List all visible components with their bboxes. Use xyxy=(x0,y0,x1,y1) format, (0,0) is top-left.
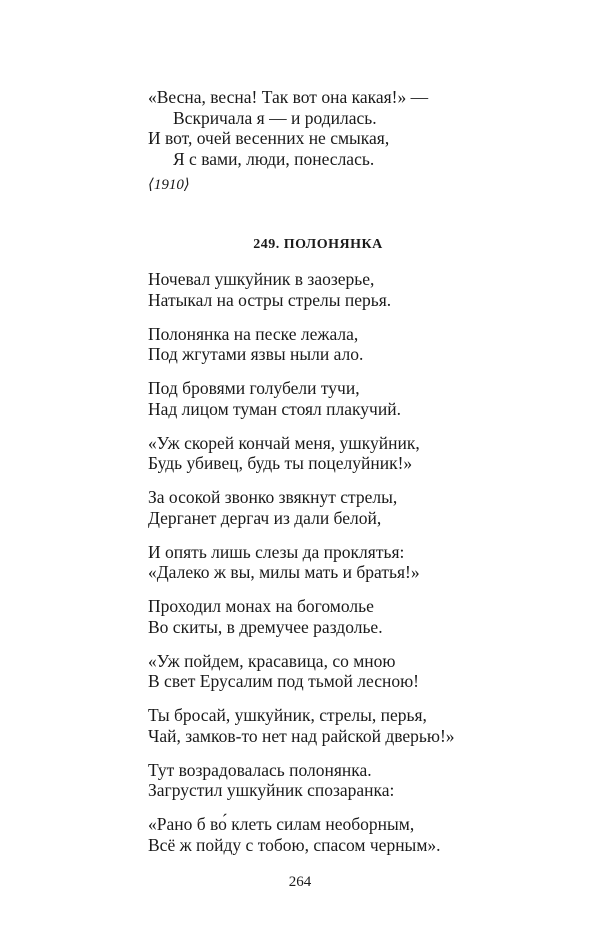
verse-line: Тут возрадовалась полонянка. xyxy=(148,759,372,780)
verse-line: «Весна, весна! Так вот она какая!» — xyxy=(148,87,429,107)
stanza xyxy=(148,433,488,474)
stanza xyxy=(148,814,488,855)
stanza xyxy=(148,596,488,637)
poem-title: 249. ПОЛОНЯНКА xyxy=(253,237,383,252)
verse-line: Ты бросай, ушкуйник, стрелы, перья, xyxy=(148,705,427,725)
verse-line: «Рано б во́ клеть силам необорным, xyxy=(148,814,415,834)
verse-line: Под бровями голубели тучи, xyxy=(148,378,360,398)
verse-line: «Уж скорей кончай меня, ушкуйник, xyxy=(148,432,420,453)
verse-line: Проходил монах на богомолье xyxy=(148,596,374,616)
verse-line: Будь убивец, будь ты поцелуйник!» xyxy=(148,453,413,473)
verse-line: Загрустил ушкуйник спозаранка: xyxy=(148,780,395,800)
verse-line: Натыкал на остры стрелы перья. xyxy=(148,289,392,310)
stanza xyxy=(148,651,488,692)
page-number: 264 xyxy=(288,874,312,890)
verse-line: Во скиты, в дремучее раздолье. xyxy=(148,616,383,637)
verse-line: За осокой звонко звякнут стрелы, xyxy=(148,487,398,507)
verse-line: Всё ж пойду с тобою, спасом черным». xyxy=(148,834,441,855)
verse-line: Чай, замков-то нет над райской дверью!» xyxy=(148,725,455,746)
stanza xyxy=(148,269,488,310)
verse-line: Над лицом туман стоял плакучий. xyxy=(148,398,401,419)
verse-line: И вот, очей весенних не смыкая, xyxy=(148,128,390,148)
previous-poem-ending xyxy=(148,87,488,195)
verse-line: Под жгутами язвы ныли ало. xyxy=(148,344,364,364)
stanza xyxy=(148,324,488,365)
stanza xyxy=(148,378,488,419)
page-body xyxy=(148,87,488,869)
stanza xyxy=(148,542,488,583)
stanza xyxy=(148,760,488,801)
stanza xyxy=(148,487,488,528)
verse-line: Вскричала я — и родилась. xyxy=(173,107,377,128)
stanza xyxy=(148,705,488,746)
poem-date: ⟨1910⟩ xyxy=(148,177,190,193)
verse-line: «Уж пойдем, красавица, со мною xyxy=(148,650,396,671)
verse-line: Я с вами, люди, понеслась. xyxy=(173,148,375,169)
verse-line: Ночевал ушкуйник в заозерье, xyxy=(148,269,375,289)
poem-stanzas xyxy=(148,269,488,855)
verse-line: И опять лишь слезы да проклятья: xyxy=(148,541,405,562)
verse-line: В свет Ерусалим под тьмой лесною! xyxy=(148,671,419,691)
verse-line: Полонянка на песке лежала, xyxy=(148,323,359,344)
verse-line: Дерганет дергач из дали белой, xyxy=(148,507,382,528)
verse-line: «Далеко ж вы, милы мать и братья!» xyxy=(148,562,420,582)
